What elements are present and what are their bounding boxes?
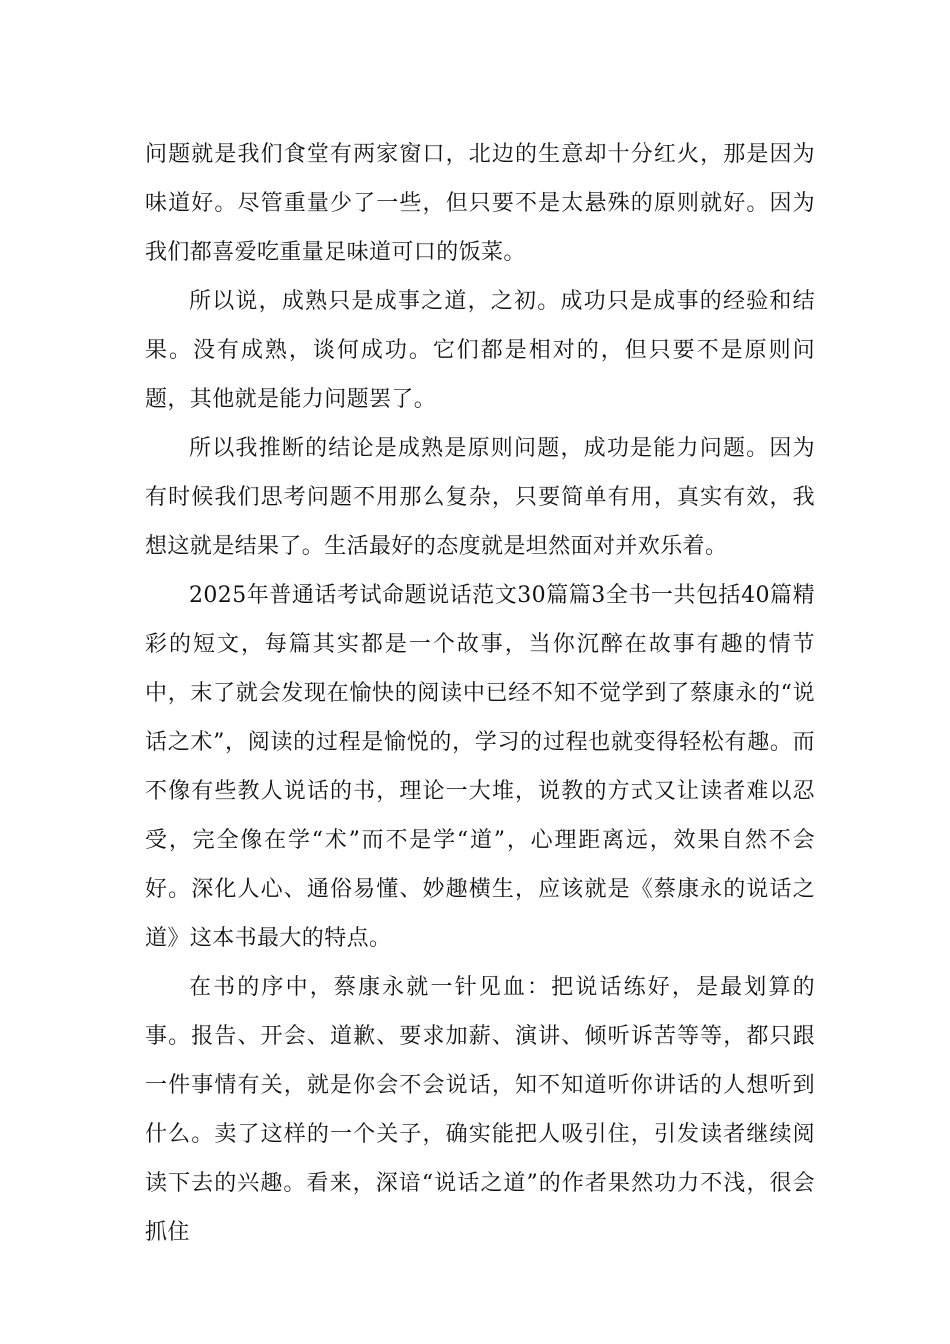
body-text <box>145 130 815 1257</box>
paragraph-4: 2025年普通话考试命题说话范文30篇篇3全书一共包括40篇精彩的短文，每篇其实都是一个故事，当你沉醉在故事有趣的情节中，末了就会发现在愉快的阅读中已经不知不觉学到了蔡康永的“说话之术”，阅读的过程是愉悦的，学习的过程也就变得轻松有趣。而不像有些教人说话的书，理论一大堆，说教的方式又让读者难以忍受，完全像在学“术”而不是学“道”，心理距离远，效果自然不会好。深化人心、通俗易懂、妙趣横生，应该就是《蔡康永的说话之道》这本书最大的特点。 <box>145 583 815 951</box>
paragraph-1: 问题就是我们食堂有两家窗口，北边的生意却十分红火，那是因为味道好。尽管重量少了一些，但只要不是太悬殊的原则就好。因为我们都喜爱吃重量足味道可口的饭菜。 <box>145 142 815 265</box>
paragraph-2: 所以说，成熟只是成事之道，之初。成功只是成事的经验和结果。没有成熟，谈何成功。它们都是相对的，但只要不是原则问题，其他就是能力问题罢了。 <box>145 289 815 412</box>
paragraph-3: 所以我推断的结论是成熟是原则问题，成功是能力问题。因为有时候我们思考问题不用那么复杂，只要简单有用，真实有效，我想这就是结果了。生活最好的态度就是坦然面对并欢乐着。 <box>145 436 815 559</box>
paragraph-5: 在书的序中，蔡康永就一针见血：把说话练好，是最划算的事。报告、开会、道歉、要求加薪、演讲、倾听诉苦等等，都只跟一件事情有关，就是你会不会说话，知不知道听你讲话的人想听到什么。卖了这样的一个关子，确实能把人吸引住，引发读者继续阅读下去的兴趣。看来，深谙“说话之道”的作者果然功力不浅，很会抓住 <box>145 975 815 1245</box>
